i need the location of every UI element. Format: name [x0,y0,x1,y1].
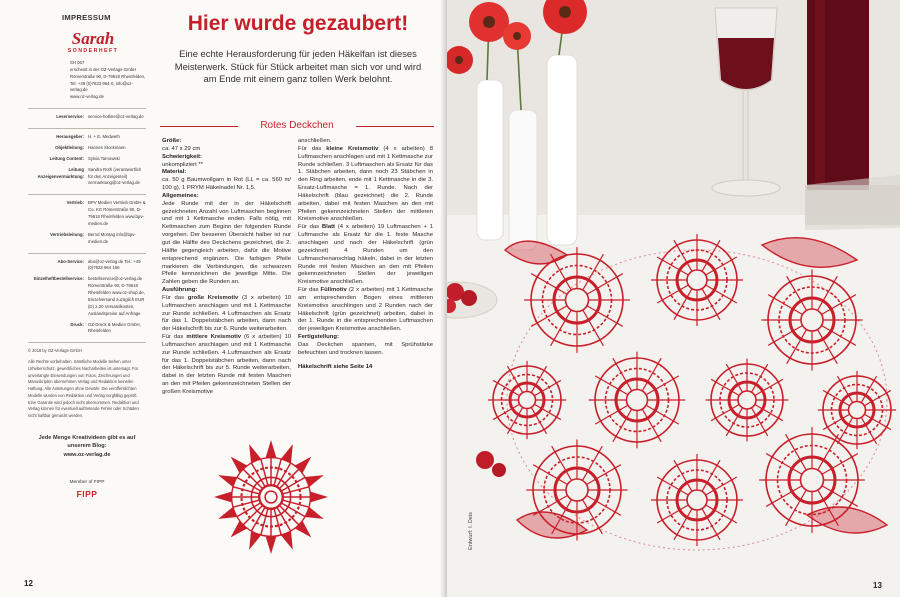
left-page [0,0,447,597]
continuation-text: anschließen. [298,138,332,144]
row-key: Objektleitung: [55,144,84,150]
copyright: © 2018 by OZ-Verlags-GmbH [28,348,82,354]
motif-spike [266,440,277,458]
publisher-address [70,60,146,101]
address-line: Römerstraße 90, D-79618 Rheinfelden, [70,73,146,79]
row-value: bestellservice@oz-verlag.de Römerstraße 90, D-79618 Rheinfelden www.oz-shop.de, Einzelversand zuzüglich EUR (D) 2,20 Versandkosten, Auslandspreise auf Anfrage [88,276,145,316]
motif-spike [281,531,293,550]
right-page-photo [447,0,900,597]
address-line: www.oz-verlag.de [70,94,104,100]
row-key: Vertriebsleitung: [50,231,84,237]
impressum-row [28,276,146,317]
legal-notice: Alle Rechte vorbehalten. Sämtliche Modelle stehen unter Urheberschutz, gewerbliches Nacharbeiten ist untersagt. Für unverlangte Einsendungen von Fotos, Zeichnungen und Manuskripten übernehmen Verlag und Redaktion keinerlei Haftung. Alle Anleitungen ohne Gewähr. Die veröffentlichten Modelle wurden von Redaktion und Verlag sorgfältig geprüft. Eine Garantie wird jedoch nicht übernommen. Redaktion und Verlag können für eventuell auftretende Fehler oder Schäden nicht haftbar gemacht werden. [28,359,139,419]
small-motif-pre: Für das [298,145,327,152]
page-number-right: 13 [873,581,882,590]
medium-motif-label: mittlere Kreismotiv [186,334,242,341]
divider [28,108,146,109]
vase [547,55,577,245]
fill-motif-pre: Für das [298,287,321,294]
row-value: OZ-Druck & Medien GmbH, Rheinfelden [88,321,141,334]
impressum-heading: IMPRESSUM [62,13,111,22]
row-value: Sandra Roth (verantwortlich für den Anzeigenteil) vermarktung@oz-verlag.de [88,166,142,186]
article-headline: Hier wurde gezaubert! [187,12,409,35]
general-text: Jede Runde mit der in der Häkelschrift gezeichneten Anzahl von Luftmaschen beginnen und mit 1 Kettmasche enden. Falls nötig, mit Kettmaschen zum Beginn der folgenden Runde vorgehen. Der besseren Übersicht halber ist nur gut die Hälfte des Deckchens gezeichnet, die 2. Hälfte gegengleich arbeiten, dafür die Motive entsprechend ergänzen. Die farbigen Pfeile markieren die Verbindungen, die schwarzen Pfeile kennzeichnen die jeweilige Mitte. Die Zahlen geben die Runden an. [162,200,291,286]
row-key: Vertrieb: [66,200,84,206]
fill-motif-label: Füllmotiv [320,287,347,294]
article-subhead: Rotes Deckchen [160,120,434,131]
chart-reference: Häkelschrift siehe Seite 14 [298,363,373,370]
small-motif-label: kleine Kreismotiv [326,145,379,152]
address-line: erscheint in der OZ-Verlags-GmbH [70,66,137,72]
address-line: Tel. +49 (0)7623 964-0, info@oz-verlag.de [70,80,134,93]
small-motif-text: (4 x arbeiten) 8 Luftmaschen anschlagen und mit 1 Kettmasche zur Runde schließen. 3 Luftmaschen als Ersatz für das 1. Stäbchen arbeiten, dann noch 23 Stäbchen in den Ring arbeiten, ende mit 1 Kettmasche in die 3. Ersatz-Luftmasche = 1. Runde. Nach der Häkelschrift (blau gezeichnet) die 2. Runde arbeiten, dabei mit festen Maschen an den mit Pfeilen gekennzeichneten Stellen der mittleren Kreismotive anschließen. [298,145,433,223]
row-key: Leitung Anzeigenvermarktung: [37,166,84,179]
leaf-motif-label: Blatt [321,224,336,231]
row-value: BPV Medien Vertrieb GmbH & Co. KG Römerstraße 90, D-79618 Rheinfelden www.bpv-medien.de [88,200,146,226]
impressum-row [28,156,146,163]
difficulty-heading: Schwierigkeit: [162,153,202,160]
impressum-row [28,200,146,228]
divider [28,128,146,129]
execution-heading: Ausführung: [162,287,198,294]
row-value: Sylvia Tarnowski [88,155,120,161]
difficulty-text: unkompliziert ** [162,161,203,168]
motif-spike [305,507,324,519]
design-credit: Entwurf: I. Deis [468,512,474,550]
impressum-row [28,145,146,152]
impressum-row [28,134,146,141]
motif-spike [249,531,261,550]
sarah-logo [58,30,128,55]
impressum [28,12,146,502]
page-number-left: 12 [24,579,33,588]
motif-spike [214,492,232,503]
motif-spike [310,492,328,503]
row-value: abo@oz-verlag.de Tel.: +49 (0)7623 964 156 [88,258,141,271]
material-text: ca. 50 g Baumwollgarn in Rot (LL = ca. 560 m/ 100 g), 1 PRYM Häkelnadel Nr. 1,5. [162,177,291,192]
article-intro: Eine echte Herausforderung für jeden Häkelfan ist dieses Meisterwerk. Stück für Stück arbeitet man sich vor und wird am Ende mit einem ganz tollen Werk belohnt. [174,48,422,85]
raspberry [492,463,506,477]
leaf-motif-text: (4 x arbeiten) 19 Luftmaschen + 1 Luftmasche als Ersatz für die 1. feste Masche anschlagen und nach der Häkelschrift (grün gezeichnet) 4 Runden um den Luftmaschenanschlag häkeln, dabei in der letzten Runde mit festen Maschen an den mit Pfeilen gekennzeichneten Stellen der jeweiligen Kreismotive anschließen. [298,224,433,286]
size-heading: Größe: [162,138,182,144]
motif-spike [281,444,293,463]
impressum-row [28,322,146,336]
large-motif-label: große Kreismotiv [187,294,239,301]
divider [28,194,146,195]
row-value: H. + E. Medweth [88,134,120,140]
row-value: Bernd Montag info@bpv-medien.de [88,231,136,244]
medium-motif-text: (6 x arbeiten) 10 Luftmaschen anschlagen und mit 1 Kettmasche zur Runde schließen. 4 Luftmaschen als Ersatz für das 1. Doppelstäbchen arbeiten, dann nach der Häkelschrift bis zur 5. Runde weiterarbeiten, dabei in der letzten Runde mit festen Maschen an den mit Pfeilen gekennzeichneten Stellen der großen Kreismotive [162,334,291,395]
row-key: Einzelheftbestellservice: [33,276,84,282]
row-value: service-hotline@oz-verlag.de [88,114,144,120]
row-key: Leitung Content: [49,155,84,161]
row-key: Druck: [70,321,84,327]
impressum-row [28,167,146,188]
motif-spike [266,536,277,554]
raspberry [476,451,494,469]
leaf-motif-pre: Für das [298,224,322,231]
divider [28,253,146,254]
row-key: Abo-Service: [57,258,84,264]
divider [28,342,146,343]
impressum-row [28,232,146,246]
finishing-text: Das Deckchen spannen, mit Sprühstärke befeuchten und trocknen lassen. [298,341,433,356]
impressum-row [28,114,146,121]
logo-wordmark: Sarah [71,28,115,48]
motif-spike [218,507,237,519]
row-value: Hannes Stockmann [88,144,126,150]
material-heading: Material: [162,169,187,176]
finishing-heading: Fertigstellung: [298,334,339,341]
blog-line: Jede Menge Kreativideen gibt es auf unserem Blog: [38,434,136,450]
large-motif-text: (3 x arbeiten) 10 Luftmaschen anschlagen und mit 1 Kettmasche zur Runde schließen. 4 Luftmaschen als Ersatz für das 1. Doppelstäbchen arbeiten, dann nach der Häkelschrift bis zur 6. Runde weiterarbeiten. [162,294,292,333]
fill-motif-text: (2 x arbeiten) mit 1 Kettmasche am entsprechenden Bogen eines mittleren Kreismotivs anschlingen und 2 Runden nach der Häkelschrift (grün gezeichnet) arbeiten, dabei in der 1. Runde in die entsprechenden Luftmaschen der jeweiligen Kreismotive anschließen. [298,287,434,333]
motif-spike [249,444,261,463]
member-note: Member of FIPP [69,480,105,486]
motif-spike [218,475,237,487]
logo-subline: SONDERHEFT [67,47,119,54]
instructions-column-2 [298,138,433,371]
vase [509,110,537,250]
blog-promo [28,434,146,459]
doily-photo [447,0,900,597]
impressum-row [28,259,146,273]
instructions-column-1 [162,138,291,397]
crochet-motif-image [212,438,330,556]
size-text: ca. 47 x 29 cm [162,145,201,152]
row-key: Leserservice: [56,114,84,120]
fipp-logo: FIPP [76,489,98,500]
medium-motif-pre: Für das [162,334,187,341]
blog-url[interactable]: www.oz-verlag.de [63,451,111,458]
wine-bottle [807,0,869,190]
vase [477,80,503,240]
row-key: Herausgeber: [56,134,84,140]
motif-spike [305,475,324,487]
large-motif-pre: Für das [162,294,188,301]
address-line: SH 067 [70,59,85,65]
general-heading: Allgemeines: [162,192,199,199]
